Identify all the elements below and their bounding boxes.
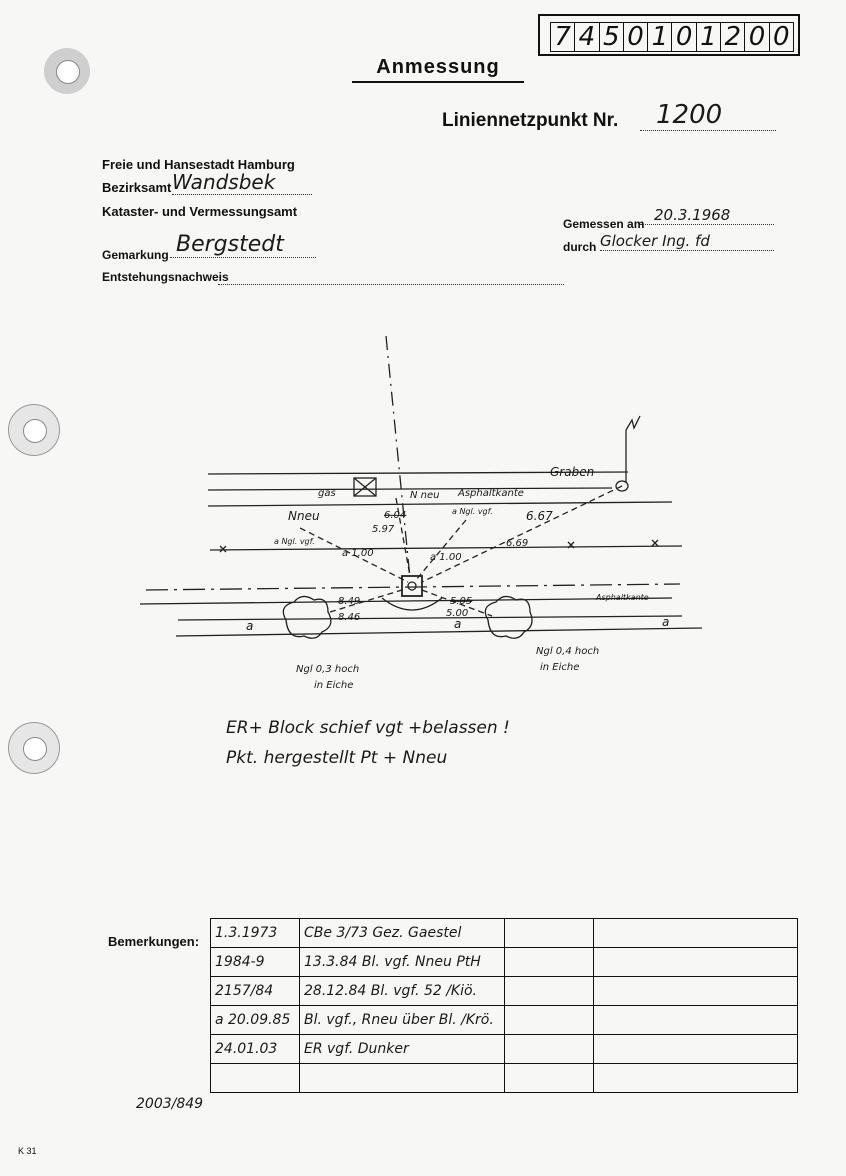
table-row	[211, 1064, 798, 1093]
label-505: 5.05	[450, 596, 473, 607]
label-667: 6.67	[526, 509, 553, 523]
district-label: Bezirksamt	[102, 180, 172, 195]
table-cell	[594, 948, 798, 977]
table-row	[211, 919, 798, 948]
district-value: Wandsbek	[172, 170, 312, 195]
label-tree-right-1: Ngl 0,4 hoch	[536, 646, 600, 657]
office-label: Kataster- und Vermessungsamt	[102, 204, 298, 219]
gemarkung-label: Gemarkung	[102, 248, 169, 262]
label-500: 5.00	[446, 608, 469, 619]
label-846: 8.46	[338, 612, 361, 623]
id-digit: 0	[624, 23, 648, 51]
remarks-margin-ref: 2003/849	[136, 1096, 204, 1112]
table-cell: 1.3.1973	[211, 919, 300, 948]
label-asphalt-bottom: Asphaltkante	[596, 593, 649, 602]
id-digit: 4	[575, 23, 599, 51]
table-cell: 24.01.03	[211, 1035, 300, 1064]
table-cell: 1984-9	[211, 948, 300, 977]
id-digit: 5	[600, 23, 624, 51]
remarks-label: Bemerkungen:	[108, 934, 200, 949]
id-digit: 0	[672, 23, 696, 51]
table-cell: 13.3.84 Bl. vgf. Nneu PtH	[300, 948, 505, 977]
label-gas: gas	[318, 488, 336, 499]
table-cell: a 20.09.85	[211, 1006, 300, 1035]
label-graben: Graben	[550, 465, 595, 479]
id-digit: 1	[648, 23, 672, 51]
id-digit: 0	[745, 23, 769, 51]
authority-line1: Freie und Hansestadt Hamburg	[102, 157, 295, 172]
measured-by-label: durch	[563, 240, 597, 254]
remarks-table	[210, 918, 798, 1093]
table-cell	[505, 1064, 594, 1093]
label-n-neu-left: Nneu	[288, 509, 320, 523]
table-cell	[594, 919, 798, 948]
form-code: K 31	[18, 1146, 37, 1156]
page-title: Anmessung	[352, 56, 524, 83]
label-849: 8.49	[338, 596, 361, 607]
table-cell	[594, 1006, 798, 1035]
table-cell	[300, 1064, 505, 1093]
label-604: 6.04	[384, 510, 407, 521]
label-n-neu-top: N neu	[410, 490, 440, 501]
table-cell	[594, 977, 798, 1006]
table-cell	[211, 1064, 300, 1093]
table-cell	[594, 1035, 798, 1064]
label-tree-right-2: in Eiche	[540, 662, 580, 673]
measured-date-label: Gemessen am	[563, 217, 645, 231]
table-cell	[505, 919, 594, 948]
table-cell: 28.12.84 Bl. vgf. 52 /Kiö.	[300, 977, 505, 1006]
id-digit: 1	[697, 23, 721, 51]
table-cell	[594, 1064, 798, 1093]
measured-by-value: Glocker Ing. fd	[600, 232, 774, 251]
label-a-ngl-right: a Ngl. vgf.	[452, 507, 493, 516]
table-cell: CBe 3/73 Gez. Gaestel	[300, 919, 505, 948]
point-label: Liniennetzpunkt Nr.	[442, 110, 619, 131]
label-asphalt-top: Asphaltkante	[458, 488, 524, 499]
label-a100-right: a 1.00	[430, 552, 462, 563]
id-digit: 2	[721, 23, 745, 51]
gemarkung-value: Bergstedt	[170, 232, 316, 258]
label-a-mid: a	[454, 617, 462, 631]
label-669: 6.69	[506, 538, 529, 549]
table-cell	[505, 948, 594, 977]
table-cell	[505, 1006, 594, 1035]
label-a-left: a	[246, 619, 254, 633]
table-row	[211, 948, 798, 977]
table-cell	[505, 1035, 594, 1064]
table-cell: Bl. vgf., Rneu über Bl. /Krö.	[300, 1006, 505, 1035]
table-row	[211, 1006, 798, 1035]
label-a-ngl-left: a Ngl. vgf.	[274, 537, 315, 546]
label-tree-left-2: in Eiche	[314, 680, 354, 691]
sketch-note-line1: ER+ Block schief vgt +belassen !	[226, 718, 510, 738]
table-cell: ER vgf. Dunker	[300, 1035, 505, 1064]
sketch-note-line2: Pkt. hergestellt Pt + Nneu	[226, 748, 448, 768]
label-a100-left: a 1.00	[342, 548, 374, 559]
table-row	[211, 977, 798, 1006]
label-tree-left-1: Ngl 0,3 hoch	[296, 664, 360, 675]
measured-date-value: 20.3.1968	[640, 206, 774, 225]
id-digit: 7	[551, 23, 575, 51]
table-row	[211, 1035, 798, 1064]
point-number: 1200	[640, 100, 776, 131]
id-digit: 0	[773, 22, 790, 52]
label-597: 5.97	[372, 524, 395, 535]
table-cell	[505, 977, 594, 1006]
label-a-right: a	[662, 615, 670, 629]
table-cell: 2157/84	[211, 977, 300, 1006]
origin-label: Entstehungsnachweis	[102, 270, 229, 284]
